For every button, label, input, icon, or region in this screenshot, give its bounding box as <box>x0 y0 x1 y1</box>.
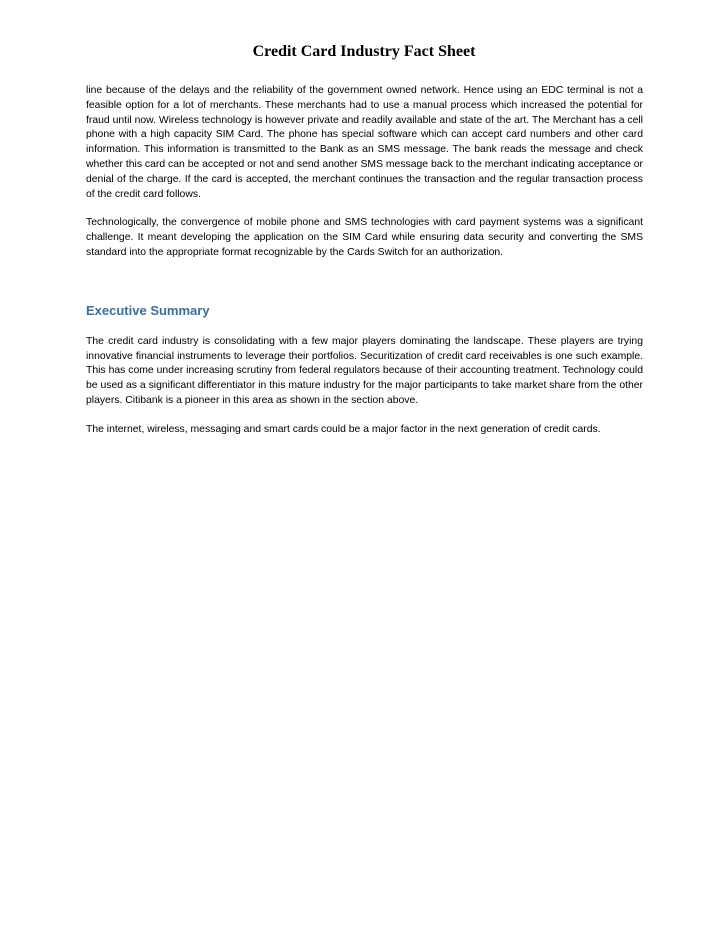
body-paragraph: Technologically, the convergence of mobile phone and SMS technologies with card payment systems was a significant challenge. It meant developing the application on the SIM Card while ensuring data security and converting the SMS standard into the appropriate format recognizable by the Cards Switch for an authorization. <box>86 217 643 258</box>
section-heading-executive-summary: Executive Summary <box>86 302 210 318</box>
document-body <box>86 84 643 438</box>
section-paragraph: The internet, wireless, messaging and smart cards could be a major factor in the next generation of credit cards. <box>86 423 601 435</box>
body-paragraph: line because of the delays and the reliability of the government owned network. Hence using an EDC terminal is not a feasible option for a lot of merchants. These merchants had to use a manual process which increased the potential for fraud until now. Wireless technology is however private and readily available and state of the art. The Merchant has a cell phone with a high capacity SIM Card. The phone has special software which can accept card numbers and other card information. This information is transmitted to the Bank as an SMS message. The bank reads the message and check whether this card can be accepted or not and send another SMS message back to the merchant indicating acceptance or denial of the charge. If the card is accepted, the merchant continues the transaction and the regular transaction process of the credit card follows. <box>86 85 643 200</box>
section-paragraph: The credit card industry is consolidating with a few major players dominating the landscape. These players are trying innovative financial instruments to leverage their portfolios. Securitization of credit card receivables is one such example. This has come under increasing scrutiny from federal regulators because of their accounting treatment. Technology could be used as a significant differentiator in this mature industry for the major participants to take market share from the other players. Citibank is a pioneer in this area as shown in the section above. <box>86 335 643 406</box>
document-title: Credit Card Industry Fact Sheet <box>252 43 476 60</box>
